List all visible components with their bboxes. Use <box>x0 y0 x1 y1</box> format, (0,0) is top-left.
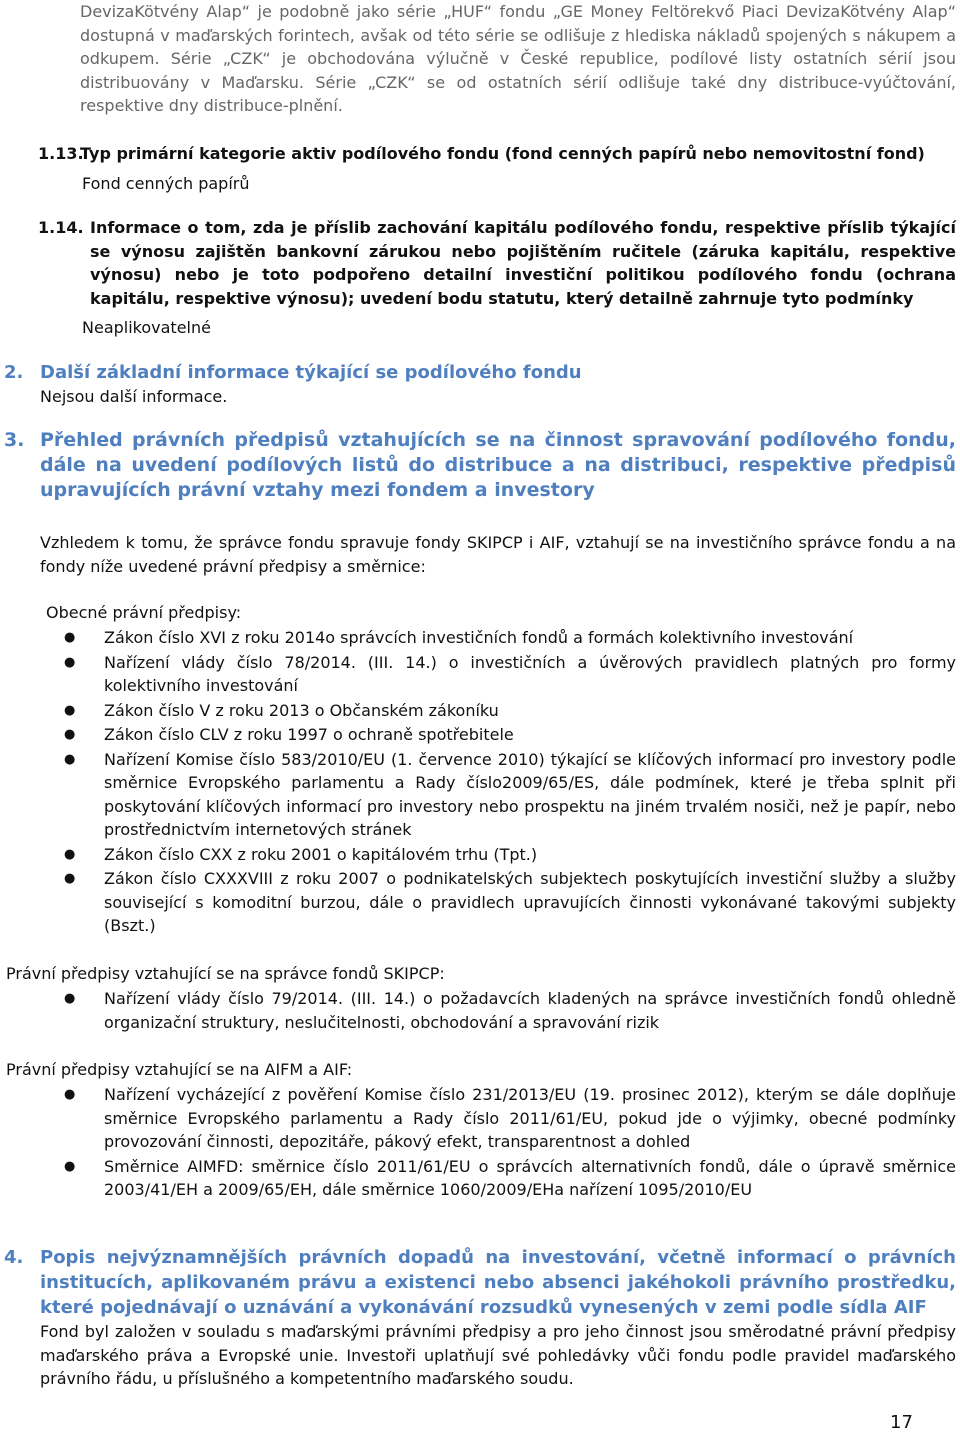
list-item: ● Nařízení vlády číslo 78/2014. (III. 14.) o investičních a úvěrových pravidlech platných pro formy kolektivního investování <box>64 652 956 695</box>
section-2-number: 2. <box>4 362 24 383</box>
list-item: ● Nařízení vycházející z pověření Komise číslo 231/2013/EU (19. prosinec 2012), kterým se dále doplňuje směrnice Evropského parlamentu a Rady číslo 2011/61/EU, pokud jde o výjimky, obecné podmínky provozování činnosti, depozitáře, pákový efekt, transparentnost a dohled <box>64 1085 956 1151</box>
general-laws-label: Obecné právní předpisy: <box>46 603 242 622</box>
section-1-14-value: Neaplikovatelné <box>82 318 211 337</box>
list-item: ● Zákon číslo CLV z roku 1997 o ochraně spotřebitele <box>0 723 956 747</box>
bullet-icon: ● <box>64 727 76 742</box>
skipcp-laws-label: Právní předpisy vztahující se na správce fondů SKIPCP: <box>6 964 445 983</box>
aifm-laws-list <box>0 1083 956 1202</box>
list-item: ● Zákon číslo XVI z roku 2014o správcích investičních fondů a formách kolektivního investování <box>0 626 956 650</box>
section-3-heading <box>4 428 956 503</box>
aifm-laws <box>0 1058 956 1202</box>
page-number: 17 <box>890 1412 913 1433</box>
section-3-title: Přehled právních předpisů vztahujících se na činnost spravování podílového fondu, dále na uvedení podílových listů do distribuce a na distribuci, respektive předpisů upravujících právní vztahy mezi fondem a investory <box>40 429 956 501</box>
bullet-icon: ● <box>64 654 76 670</box>
section-2-heading <box>4 360 956 385</box>
section-3-number: 3. <box>4 429 25 451</box>
section-1-14-title: Informace o tom, zda je příslib zachování kapitálu podílového fondu, respektive příslib týkající se výnosu zajištěn bankovní zárukou nebo pojištěním ručitele (záruka kapitálu, respektive výnosu) nebo je toto podpořeno detailní investiční politikou podílového fondu (ochrana kapitálu, respektive výnosu); uvedení bodu statutu, který detailně zahrnuje tyto podmínky <box>90 218 956 308</box>
section-4-heading <box>4 1245 956 1320</box>
list-item: ● Zákon číslo V z roku 2013 o Občanském zákoníku <box>0 699 956 723</box>
general-laws <box>0 601 956 938</box>
skipcp-laws <box>0 962 956 1034</box>
bullet-icon: ● <box>64 846 76 862</box>
section-1-13-heading <box>38 142 956 166</box>
list-item: ● Zákon číslo CXXXVIII z roku 2007 o podnikatelských subjektech poskytujících investiční služby a služby související s komoditní burzou, dále o pravidlech upravujících činnosti vykonávané takovými subjekty (Bszt.) <box>64 869 956 935</box>
section-1-13 <box>38 142 956 195</box>
section-4-number: 4. <box>4 1247 24 1268</box>
aifm-laws-label: Právní předpisy vztahující se na AIFM a AIF: <box>6 1060 353 1079</box>
list-item: ● Zákon číslo CXX z roku 2001 o kapitálovém trhu (Tpt.) <box>0 843 956 867</box>
section-3-intro-text: Vzhledem k tomu, že správce fondu spravuje fondy SKIPCP i AIF, vztahují se na investičního správce fondu a na fondy níže uvedené právní předpisy a směrnice: <box>40 533 956 576</box>
section-4-title: Popis nejvýznamnějších právních dopadů na investování, včetně informací o právních institucích, aplikovaném právu a existenci nebo absenci jakéhokoli právního prostředku, které pojednávají o uznávání a vykonávání rozsudků vynesených v zemi podle sídla AIF <box>40 1247 956 1318</box>
section-1-14 <box>38 216 956 340</box>
bullet-icon: ● <box>64 871 76 886</box>
section-1-13-title: Typ primární kategorie aktiv podílového fondu (fond cenných papírů nebo nemovitostní fond) <box>80 144 925 163</box>
bullet-icon: ● <box>64 991 76 1006</box>
section-2-text: Nejsou další informace. <box>40 387 228 406</box>
skipcp-laws-list <box>0 987 956 1034</box>
section-2 <box>4 360 956 409</box>
intro-paragraph <box>80 0 956 118</box>
section-1-13-number: 1.13. <box>38 144 84 163</box>
bullet-icon: ● <box>64 1087 76 1102</box>
section-4-text: Fond byl založen v souladu s maďarskými právními předpisy a pro jeho činnost jsou směrodatné právní předpisy maďarského práva a Evropské unie. Investoři uplatňují své pohledávky vůči fondu podle pravidel maďarského právního řádu, u příslušného a kompetentního maďarského soudu. <box>40 1322 956 1388</box>
bullet-icon: ● <box>64 630 76 645</box>
section-1-14-heading <box>38 216 956 310</box>
intro-text: DevizaKötvény Alap“ je podobně jako série „HUF“ fondu „GE Money Feltörekvő Piaci DevizaKötvény Alap“ dostupná v maďarských forintech, avšak od této série se odlišuje z hlediska nákladů spojených s nákupem a odkupem. Série „CZK“ je obchodována výlučně v České republice, podílové listy ostatních sérií jsou distribuovány v Maďarsku. Série „CZK“ se od ostatních sérií odlišuje také dny distribuce-vyúčtování, respektive dny distribuce-plnění. <box>80 2 956 115</box>
list-item: ● Směrnice AIMFD: směrnice číslo 2011/61/EU o správcích alternativních fondů, dále o úpravě směrnice 2003/41/EH a 2009/65/EH, dále směrnice 1060/2009/EHa nařízení 1095/2010/EU <box>64 1156 956 1199</box>
bullet-icon: ● <box>64 702 76 718</box>
bullet-icon: ● <box>64 751 76 767</box>
bullet-icon: ● <box>64 1158 76 1174</box>
list-item: ● Nařízení vlády číslo 79/2014. (III. 14.) o požadavcích kladených na správce investičních fondů ohledně organizační struktury, neslučitelnosti, obchodování a spravování rizik <box>64 989 956 1032</box>
section-3-intro <box>40 531 956 578</box>
list-item: ● Nařízení Komise číslo 583/2010/EU (1. července 2010) týkající se klíčových informací pro investory podle směrnice Evropského parlamentu a Rady číslo2009/65/ES, dále podmínek, které je třeba splnit při poskytování klíčových informací pro investory nebo prospektu na jiném trvalém nosiči, než je papír, nebo prostřednictvím internetových stránek <box>64 749 956 839</box>
section-1-14-number: 1.14. <box>38 218 84 237</box>
section-1-13-value: Fond cenných papírů <box>82 173 250 193</box>
section-2-title: Další základní informace týkající se podílového fondu <box>40 362 582 383</box>
section-3 <box>4 428 956 503</box>
general-laws-list <box>0 626 956 938</box>
section-4 <box>4 1245 956 1391</box>
